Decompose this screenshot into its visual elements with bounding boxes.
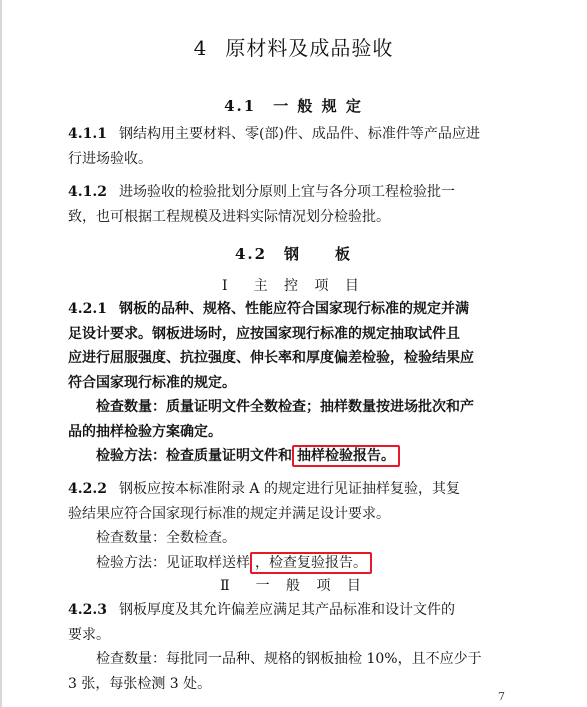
clause-number: 4.2.3	[68, 602, 107, 618]
inspection-method: 检验方法：见证取样送样	[96, 554, 250, 571]
clause-4-2-1	[68, 297, 528, 469]
main-items-subheading: Ⅰ 主 控 项 目	[222, 278, 365, 294]
clause-text: 钢板的品种、规格、性能应符合国家现行标准的规定并满	[118, 301, 469, 317]
highlight-box: ，检查复验报告。	[250, 552, 372, 574]
clause-4-1-2	[68, 180, 528, 229]
clause-text: 钢板应按本标准附录 A 的规定进行见证抽样复验，其复	[118, 481, 460, 497]
clause-text: 钢板厚度及其允许偏差应满足其产品标准和设计文件的	[118, 602, 455, 618]
section-4-2-heading: 4.2 钢 板	[234, 245, 353, 263]
inspection-method: 检验方法：检查质量证明文件和	[96, 448, 292, 464]
inspection-quantity: 检查数量：质量证明文件全数检查；抽样数量按进场批次和产	[96, 399, 474, 415]
clause-4-1-1	[68, 122, 528, 171]
page-mark: 7	[498, 690, 505, 703]
clause-number: 4.1.2	[68, 184, 107, 200]
clause-text: 行进场验收。	[68, 150, 152, 167]
clause-text: 要求。	[68, 626, 110, 643]
clause-text: 钢结构用主要材料、零(部)件、成品件、标准件等产品应进	[118, 126, 480, 142]
chapter-number: 4	[193, 36, 208, 60]
clause-4-2-2	[68, 477, 528, 575]
inspection-quantity: 检查数量：每批同一品种、规格的钢板抽检 10%，且不应少于	[96, 651, 482, 667]
inspection-quantity: 品的抽样检验方案确定。	[68, 423, 222, 440]
highlight-box: 抽样检验报告。	[292, 445, 400, 467]
general-items-subheading: Ⅱ 一 般 项 目	[220, 578, 367, 594]
chapter-heading	[0, 32, 587, 61]
clause-text: 进场验收的检验批划分原则上宜与各分项工程检验批一	[118, 184, 455, 200]
clause-number: 4.2.1	[68, 301, 107, 317]
inspection-quantity: 检查数量：全数检查。	[96, 530, 236, 546]
inspection-quantity: 3 张，每张检测 3 处。	[68, 675, 212, 692]
clause-text: 验结果应符合国家现行标准的规定并满足设计要求。	[68, 505, 390, 522]
clause-text: 致，也可根据工程规模及进料实际情况划分检验批。	[68, 208, 390, 225]
clause-number: 4.2.2	[68, 481, 107, 497]
chapter-title: 原材料及成品验收	[225, 36, 394, 60]
clause-text: 应进行屈服强度、抗拉强度、伸长率和厚度偏差检验，检验结果应	[68, 350, 474, 366]
clause-text: 符合国家现行标准的规定。	[68, 374, 236, 391]
clause-4-2-3	[68, 598, 528, 696]
clause-number: 4.1.1	[68, 126, 107, 142]
clause-text: 足设计要求。钢板进场时，应按国家现行标准的规定抽取试件且	[68, 325, 460, 342]
section-4-1-heading: 4.1 一 般 规 定	[224, 97, 363, 115]
